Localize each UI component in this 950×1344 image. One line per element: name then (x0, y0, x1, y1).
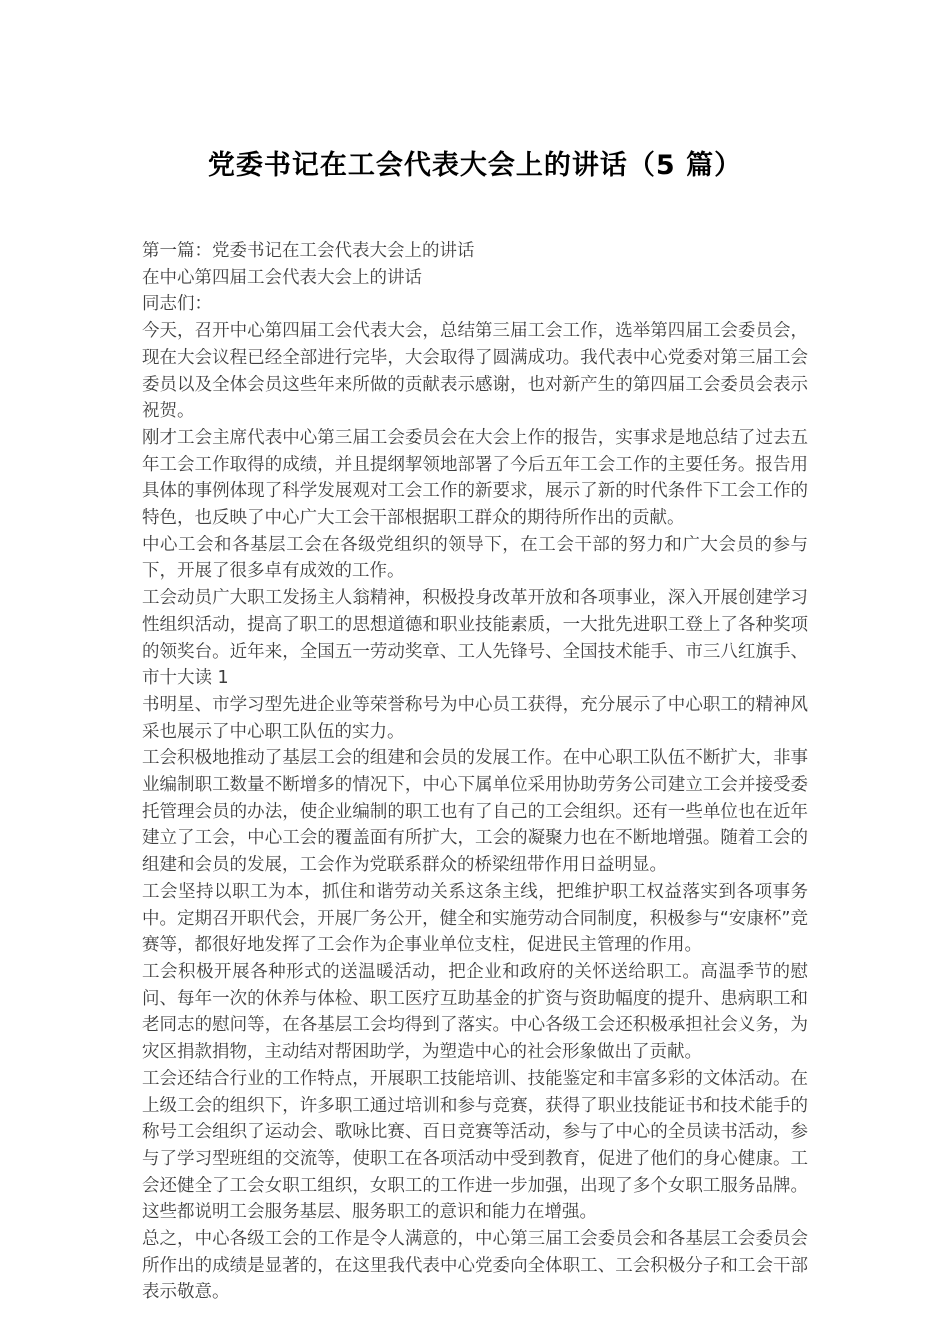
paragraph: 工会还结合行业的工作特点，开展职工技能培训、技能鉴定和丰富多彩的文体活动。在上级工会的组织下，许多职工通过培训和参与竞赛，获得了职业技能证书和技术能手的称号工会组织了运动会、歌咏比赛、百日竞赛等活动，参与了中心的全员读书活动，参与了学习型班组的交流等，使职工在各项活动中受到教育，促进了他们的身心健康。工会还健全了工会女职工组织，女职工的工作进一步加强，出现了多个女职工服务品牌。这些都说明工会服务基层、服务职工的意识和能力在增强。 (142, 1068, 808, 1223)
paragraph: 今天，召开中心第四届工会代表大会，总结第三届工会工作，选举第四届工会委员会，现在大会议程已经全部进行完毕，大会取得了圆满成功。我代表中心党委对第三届工会委员以及全体会员这些年来所做的贡献表示感谢，也对新产生的第四届工会委员会表示祝贺。 (142, 321, 808, 422)
paragraph-heading-part1: 第一篇：党委书记在工会代表大会上的讲话 (142, 241, 475, 261)
paragraph: 工会坚持以职工为本，抓住和谐劳动关系这条主线，把维护职工权益落实到各项事务中。定期召开职代会，开展厂务公开，健全和实施劳动合同制度，积极参与“安康杯”竞赛等，都很好地发挥了工会作为企事业单位支柱，促进民主管理的作用。 (142, 881, 808, 956)
document-title: 党委书记在工会代表大会上的讲话（5 篇） (207, 150, 743, 181)
paragraph: 工会积极开展各种形式的送温暖活动，把企业和政府的关怀送给职工。高温季节的慰问、每年一次的休养与体检、职工医疗互助基金的扩资与资助幅度的提升、患病职工和老同志的慰问等，在各基层工会均得到了落实。中心各级工会还积极承担社会义务，为灾区捐款捐物，主动结对帮困助学，为塑造中心的社会形象做出了贡献。 (142, 961, 808, 1063)
paragraph: 总之，中心各级工会的工作是令人满意的，中心第三届工会委员会和各基层工会委员会所作出的成绩是显著的，在这里我代表中心党委向全体职工、工会积极分子和工会干部表示敬意。 (142, 1229, 808, 1303)
paragraph: 工会积极地推动了基层工会的组建和会员的发展工作。在中心职工队伍不断扩大，非事业编制职工数量不断增多的情况下，中心下属单位采用协助劳务公司建立工会并接受委托管理会员的办法，使企业编制的职工也有了自己的工会组织。还有一些单位也在近年建立了工会，中心工会的覆盖面有所扩大，工会的凝聚力也在不断地增强。随着工会的组建和会员的发展，工会作为党联系群众的桥梁纽带作用日益明显。 (142, 748, 808, 876)
paragraph: 刚才工会主席代表中心第三届工会委员会在大会上作的报告，实事求是地总结了过去五年工会工作取得的成绩，并且提纲挈领地部署了今后五年工会工作的主要任务。报告用具体的事例体现了科学发展观对工会工作的新要求，展示了新的时代条件下工会工作的特色，也反映了中心广大工会干部根据职工群众的期待所作出的贡献。 (142, 427, 808, 529)
document-body (142, 238, 808, 1306)
paragraph-subtitle: 在中心第四届工会代表大会上的讲话 (142, 267, 422, 288)
paragraph: 中心工会和各基层工会在各级党组织的领导下，在工会干部的努力和广大会员的参与下，开展了很多卓有成效的工作。 (142, 534, 808, 582)
paragraph-salutation: 同志们： (142, 294, 212, 315)
paragraph: 工会动员广大职工发扬主人翁精神，积极投身改革开放和各项事业，深入开展创建学习性组织活动，提高了职工的思想道德和职业技能素质，一大批先进职工登上了各种奖项的领奖台。近年来，全国五一劳动奖章、工人先锋号、全国技术能手、市三八红旗手、市十大读 1 (142, 588, 808, 689)
paragraph: 书明星、市学习型先进企业等荣誉称号为中心员工获得，充分展示了中心职工的精神风采也展示了中心职工队伍的实力。 (142, 694, 808, 742)
